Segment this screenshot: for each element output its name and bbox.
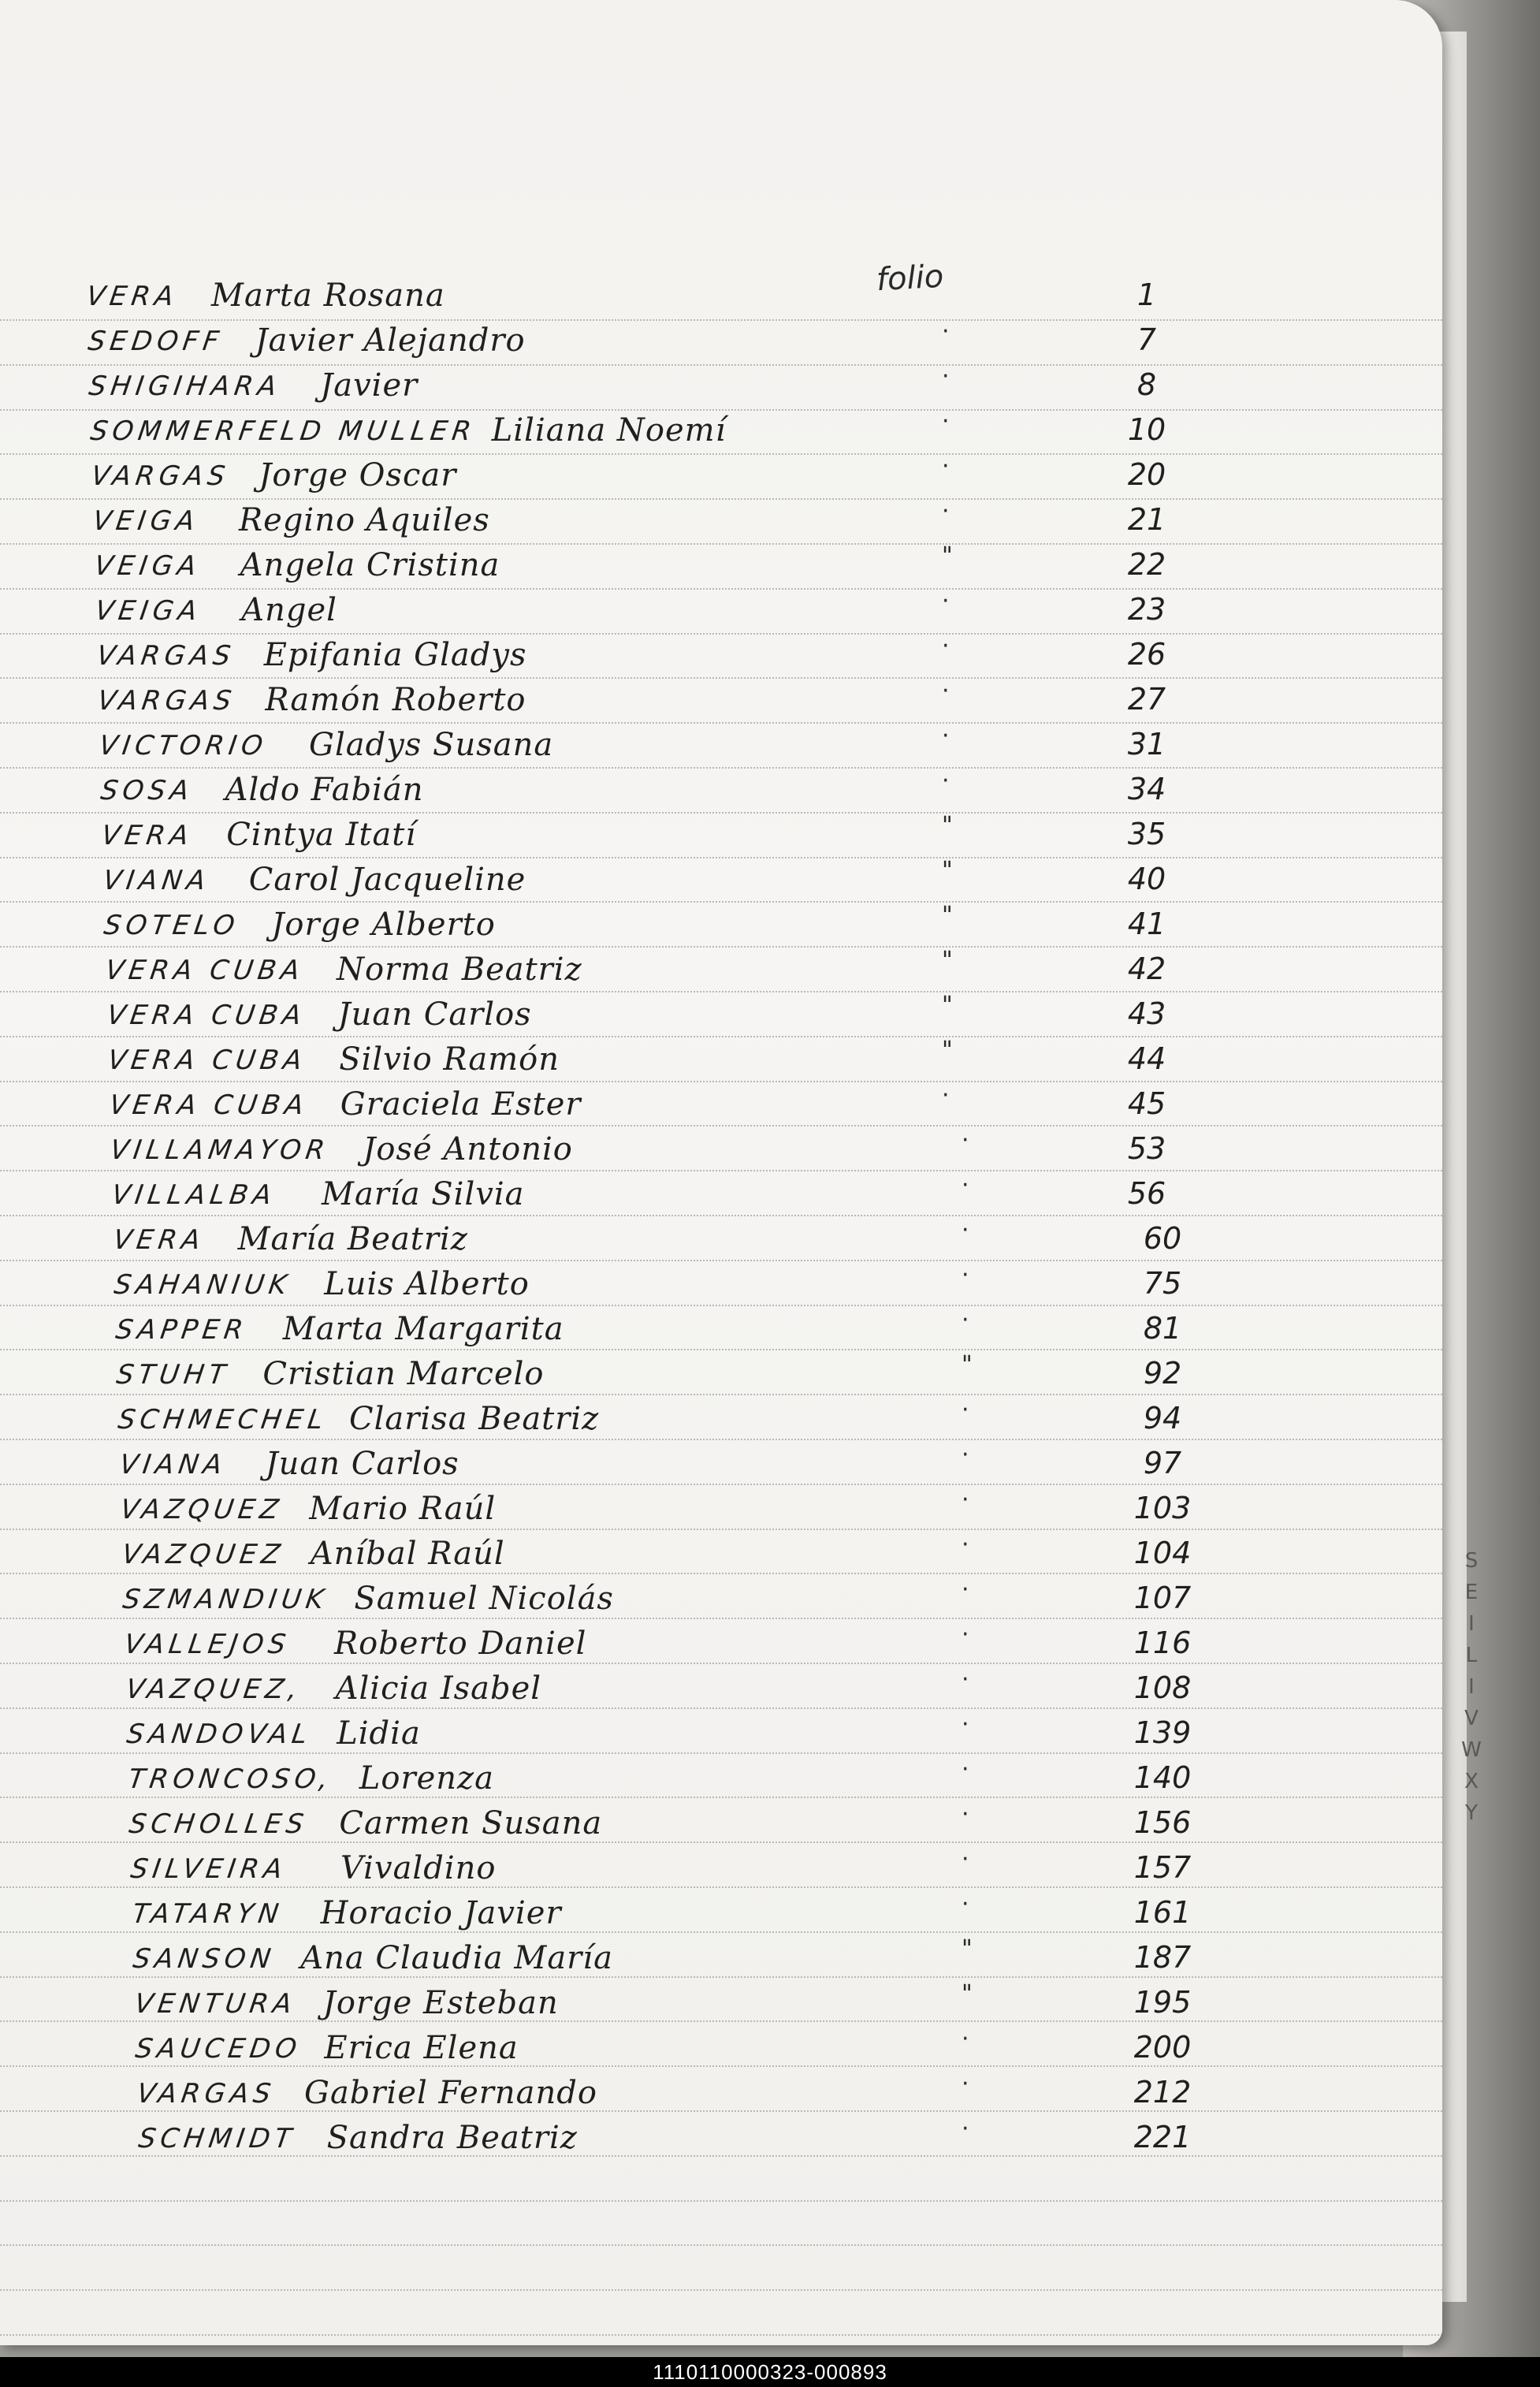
folio-number: 56: [1127, 1176, 1166, 1211]
surname: SZMANDIUK: [121, 1584, 331, 1615]
ditto-mark: ": [942, 857, 953, 884]
list-item: [0, 587, 1442, 636]
given-names: Gabriel Fernando: [304, 2075, 597, 2111]
given-names: Javier: [320, 367, 418, 404]
folio-number: 221: [1133, 2120, 1192, 2154]
given-names: Clarisa Beatriz: [349, 1401, 600, 1437]
folio-number: 1: [1136, 277, 1157, 312]
ditto-mark: ": [942, 902, 953, 929]
list-item: [0, 677, 1442, 726]
folio-number: 116: [1133, 1625, 1192, 1660]
surname: VEIGA: [93, 595, 204, 627]
given-names: Ramón Roberto: [265, 682, 526, 718]
list-item: [0, 452, 1442, 501]
given-names: Norma Beatriz: [337, 951, 582, 988]
ruled-line: [0, 2289, 1442, 2291]
surname: SOTELO: [102, 910, 242, 941]
given-names: Juan Carlos: [337, 996, 532, 1033]
surname: TRONCOSO,: [125, 1763, 335, 1795]
given-names: Marta Margarita: [282, 1311, 564, 1347]
ditto-mark: ·: [962, 1171, 969, 1199]
folio-number: 157: [1133, 1850, 1192, 1885]
folio-number: 21: [1127, 502, 1166, 537]
surname: VEIGA: [91, 505, 202, 537]
ditto-mark: ·: [962, 2115, 969, 2143]
ditto-mark: ·: [962, 1306, 969, 1334]
ditto-mark: ·: [942, 632, 950, 660]
given-names: Epifania Gladys: [263, 637, 527, 673]
given-names: Graciela Ester: [340, 1086, 582, 1123]
given-names: Luis Alberto: [324, 1266, 530, 1302]
list-item: [0, 2115, 1442, 2164]
given-names: Horacio Javier: [320, 1895, 562, 1931]
folio-number: 7: [1136, 322, 1157, 357]
surname: SAHANIUK: [112, 1269, 294, 1301]
folio-number: 139: [1133, 1715, 1192, 1750]
list-item: [0, 363, 1442, 411]
list-item: [0, 1621, 1442, 1670]
surname: SCHMECHEL: [116, 1404, 330, 1436]
surname: VAZQUEZ,: [123, 1674, 304, 1705]
ditto-mark: ": [962, 1351, 973, 1379]
folio-number: 212: [1133, 2075, 1192, 2110]
folio-number: 31: [1127, 727, 1166, 762]
list-item: [0, 992, 1442, 1041]
surname: TATARYN: [129, 1898, 285, 1930]
given-names: Samuel Nicolás: [354, 1581, 614, 1617]
ditto-mark: ": [942, 812, 953, 840]
given-names: Lidia: [337, 1715, 421, 1752]
surname: VALLEJOS: [122, 1629, 292, 1660]
surname: VARGAS: [135, 2078, 277, 2110]
ditto-mark: ·: [942, 677, 950, 705]
surname: SCHOLLES: [127, 1808, 311, 1840]
surname: SAPPER: [113, 1314, 250, 1346]
surname: VERA CUBA: [104, 1000, 308, 1031]
folio-number: 103: [1133, 1491, 1192, 1525]
surname: SOSA: [98, 775, 195, 806]
folio-number: 42: [1127, 951, 1166, 986]
ditto-mark: ·: [962, 1711, 969, 1738]
surname: VERA CUBA: [106, 1045, 309, 1076]
given-names: María Silvia: [322, 1176, 525, 1212]
ditto-mark: ·: [942, 497, 950, 525]
ditto-mark: ·: [942, 767, 950, 795]
list-item: [0, 318, 1442, 367]
given-names: Aníbal Raúl: [310, 1536, 505, 1572]
list-item: [0, 1441, 1442, 1490]
ditto-mark: ": [942, 542, 953, 570]
surname: SCHMIDT: [136, 2123, 298, 2154]
folio-number: 97: [1143, 1446, 1182, 1480]
given-names: Aldo Fabián: [225, 772, 424, 808]
ditto-mark: ·: [962, 1666, 969, 1693]
surname: VERA: [99, 820, 195, 851]
given-names: Liliana Noemí: [491, 412, 727, 449]
ditto-mark: ·: [942, 363, 950, 390]
given-names: Jorge Oscar: [259, 457, 457, 493]
list-item: [0, 1890, 1442, 1939]
surname: STUHT: [114, 1359, 232, 1391]
list-item: [0, 722, 1442, 771]
folio-number: 75: [1143, 1266, 1182, 1301]
given-names: Silvio Ramón: [339, 1041, 560, 1078]
surname: SAUCEDO: [133, 2033, 304, 2065]
list-item: [0, 857, 1442, 906]
list-item: [0, 542, 1442, 591]
list-item: [0, 812, 1442, 861]
surname: VILLALBA: [110, 1179, 278, 1211]
given-names: Angela Cristina: [240, 547, 500, 583]
ditto-mark: ": [942, 947, 953, 974]
ditto-mark: ·: [962, 1890, 969, 1918]
folio-number: 34: [1127, 772, 1166, 806]
folio-number: 23: [1127, 592, 1166, 627]
list-item: [0, 1396, 1442, 1445]
folio-number: 81: [1143, 1311, 1182, 1346]
list-item: [0, 277, 1442, 322]
surname: SEDOFF: [85, 326, 225, 357]
ditto-mark: ·: [962, 1756, 969, 1783]
given-names: Regino Aquiles: [239, 502, 490, 538]
folio-number: 161: [1133, 1895, 1192, 1930]
ditto-mark: ·: [962, 1486, 969, 1514]
folio-number: 41: [1127, 907, 1166, 941]
surname: VARGAS: [89, 460, 232, 492]
folio-number: 45: [1127, 1086, 1166, 1121]
surname: VIANA: [100, 865, 212, 896]
ditto-mark: ·: [942, 587, 950, 615]
list-item: [0, 497, 1442, 546]
given-names: Alicia Isabel: [335, 1670, 542, 1707]
ditto-mark: ·: [962, 1216, 969, 1244]
ditto-mark: ·: [962, 1800, 969, 1828]
list-item: [0, 1351, 1442, 1400]
given-names: Cristian Marcelo: [262, 1356, 545, 1392]
folio-number: 35: [1127, 817, 1166, 851]
surname: SILVEIRA: [128, 1853, 289, 1885]
surname: VERA: [84, 281, 180, 312]
list-item: [0, 1531, 1442, 1580]
given-names: Cintya Itatí: [226, 817, 417, 853]
given-names: Javier Alejandro: [255, 322, 526, 359]
given-names: Vivaldino: [340, 1850, 497, 1886]
ditto-mark: ·: [962, 1621, 969, 1648]
given-names: Marta Rosana: [211, 277, 445, 314]
folio-number: 140: [1133, 1760, 1192, 1795]
ditto-mark: ·: [962, 1845, 969, 1873]
surname: VIANA: [117, 1449, 229, 1480]
folio-number: 26: [1127, 637, 1166, 672]
surname: SHIGIHARA: [87, 371, 284, 402]
folio-number: 60: [1143, 1221, 1182, 1256]
list-item: [0, 1126, 1442, 1175]
folio-number: 20: [1127, 457, 1166, 492]
folio-number: 27: [1127, 682, 1166, 717]
folio-number: 8: [1136, 367, 1157, 402]
list-item: [0, 2025, 1442, 2074]
list-item: [0, 1261, 1442, 1310]
list-item: [0, 947, 1442, 996]
given-names: Ana Claudia María: [300, 1940, 613, 1976]
given-names: Lorenza: [359, 1760, 494, 1797]
folio-number: 22: [1127, 547, 1166, 582]
ditto-mark: ": [962, 1980, 973, 2008]
surname: VEIGA: [91, 550, 203, 582]
list-item: [0, 632, 1442, 681]
archive-code: 1110110000323-000893: [653, 2360, 887, 2384]
ditto-mark: ·: [942, 722, 950, 750]
ruled-line: [0, 2200, 1442, 2202]
folio-number: 92: [1143, 1356, 1182, 1391]
folio-number: 104: [1133, 1536, 1192, 1570]
surname: VARGAS: [95, 685, 239, 717]
list-item: [0, 1486, 1442, 1535]
ditto-mark: ·: [962, 2025, 969, 2053]
ditto-mark: ·: [942, 452, 950, 480]
given-names: Gladys Susana: [309, 727, 554, 763]
folio-number: 10: [1127, 412, 1166, 447]
surname: SANDOVAL: [125, 1719, 314, 1750]
surname: VERA: [110, 1224, 207, 1256]
folio-heading: folio: [875, 258, 945, 299]
given-names: Jorge Alberto: [271, 907, 496, 943]
list-item: [0, 1711, 1442, 1760]
surname: SANSON: [131, 1943, 278, 1975]
folio-number: 187: [1133, 1940, 1192, 1975]
given-names: Roberto Daniel: [334, 1625, 587, 1662]
folio-number: 200: [1133, 2030, 1192, 2065]
ditto-mark: ·: [942, 408, 950, 435]
surname: VENTURA: [132, 1988, 299, 2020]
surname: VILLAMAYOR: [108, 1134, 332, 1166]
ditto-mark: ·: [962, 1576, 969, 1603]
ditto-mark: ·: [962, 1441, 969, 1469]
list-item: [0, 1037, 1442, 1086]
list-item: [0, 1171, 1442, 1220]
ditto-mark: ·: [942, 318, 950, 345]
ditto-mark: ·: [962, 2070, 969, 2098]
list-item: [0, 1576, 1442, 1625]
list-item: [0, 1666, 1442, 1715]
folio-number: 44: [1127, 1041, 1166, 1076]
folio-number: 107: [1133, 1581, 1192, 1615]
surname: VARGAS: [94, 640, 237, 672]
ditto-mark: ·: [942, 1082, 950, 1109]
folio-number: 195: [1133, 1985, 1192, 2020]
list-item: [0, 1845, 1442, 1894]
folio-number: 40: [1127, 862, 1166, 896]
folio-number: 108: [1133, 1670, 1192, 1705]
ditto-mark: ·: [962, 1261, 969, 1289]
ditto-mark: ": [942, 1037, 953, 1064]
list-item: [0, 1216, 1442, 1265]
list-item: [0, 1306, 1442, 1355]
folio-number: 94: [1143, 1401, 1182, 1436]
ruled-line: [0, 2244, 1442, 2246]
ditto-mark: ": [942, 992, 953, 1019]
surname: VAZQUEZ: [118, 1494, 285, 1525]
given-names: Carol Jacqueline: [248, 862, 526, 898]
given-names: Erica Elena: [324, 2030, 519, 2066]
surname: VERA CUBA: [106, 1089, 311, 1121]
edge-index-tab-letters: S E I L I V W X Y: [1461, 1549, 1482, 1825]
surname: VICTORIO: [97, 730, 270, 762]
list-item: [0, 902, 1442, 951]
given-names: Sandra Beatriz: [326, 2120, 578, 2156]
surname: VAZQUEZ: [119, 1539, 287, 1570]
list-item: [0, 1756, 1442, 1804]
folio-number: 43: [1127, 996, 1166, 1031]
list-item: [0, 1800, 1442, 1849]
list-item: [0, 408, 1442, 456]
ditto-mark: ·: [962, 1396, 969, 1424]
surname: SOMMERFELD MULLER: [87, 415, 478, 447]
list-item: [0, 1980, 1442, 2029]
surname: VERA CUBA: [103, 955, 307, 986]
given-names: Angel: [241, 592, 337, 628]
folio-number: 53: [1127, 1131, 1166, 1166]
given-names: Jorge Esteban: [322, 1985, 559, 2021]
ditto-mark: ·: [962, 1126, 969, 1154]
footer-bar: [0, 2357, 1540, 2387]
given-names: José Antonio: [363, 1131, 573, 1167]
ditto-mark: ·: [962, 1531, 969, 1558]
ditto-mark: ": [962, 1935, 973, 1963]
given-names: Juan Carlos: [265, 1446, 459, 1482]
given-names: Carmen Susana: [339, 1805, 603, 1841]
given-names: Mario Raúl: [309, 1491, 497, 1527]
ruled-line: [0, 2334, 1442, 2336]
list-item: [0, 1082, 1442, 1130]
list-item: [0, 2070, 1442, 2119]
list-item: [0, 1935, 1442, 1984]
folio-number: 156: [1133, 1805, 1192, 1840]
list-item: [0, 767, 1442, 816]
given-names: María Beatriz: [237, 1221, 468, 1257]
